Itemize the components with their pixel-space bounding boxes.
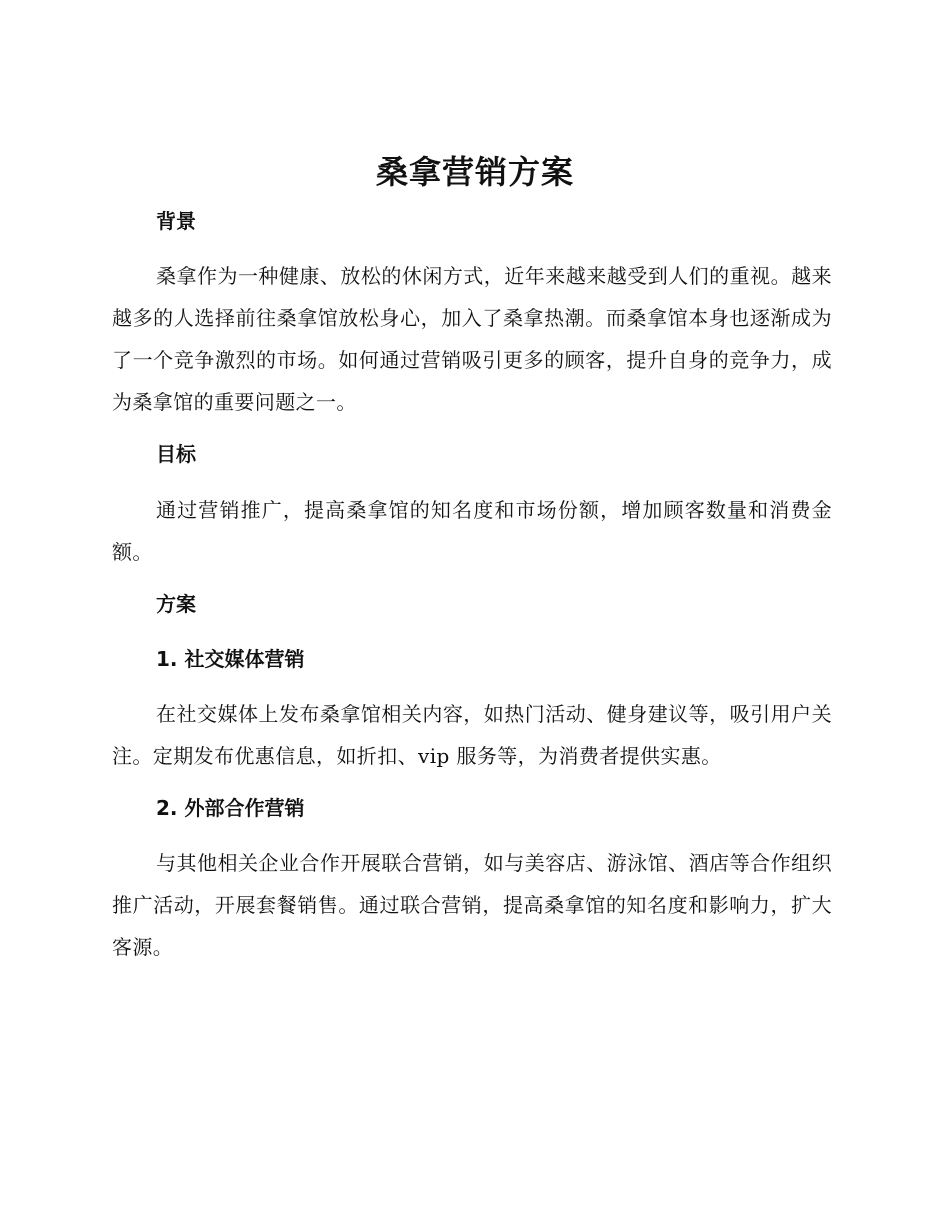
- plan-item-heading: 1. 社交媒体营销: [156, 647, 305, 671]
- document-body: [112, 200, 832, 968]
- section-heading-background: 背景: [156, 209, 196, 233]
- plan-item-paragraph: 在社交媒体上发布桑拿馆相关内容，如热门活动、健身建议等，吸引用户关注。定期发布优惠信息，如折扣、vip 服务等，为消费者提供实惠。: [112, 702, 832, 768]
- section-heading-goal: 目标: [156, 442, 196, 466]
- plan-item-external-cooperation: [112, 787, 832, 968]
- section-goal: [112, 433, 832, 573]
- section-background: [112, 200, 832, 423]
- section-plan: [112, 583, 832, 968]
- plan-item-social-media: [112, 638, 832, 777]
- section-heading-plan: 方案: [156, 592, 196, 616]
- plan-item-paragraph: 与其他相关企业合作开展联合营销，如与美容店、游泳馆、酒店等合作组织推广活动，开展套餐销售。通过联合营销，提高桑拿馆的知名度和影响力，扩大客源。: [112, 851, 832, 959]
- paragraph-goal: 通过营销推广，提高桑拿馆的知名度和市场份额，增加顾客数量和消费金额。: [112, 498, 832, 564]
- document-title: 桑拿营销方案: [375, 153, 574, 191]
- paragraph-background: 桑拿作为一种健康、放松的休闲方式，近年来越来越受到人们的重视。越来越多的人选择前往桑拿馆放松身心，加入了桑拿热潮。而桑拿馆本身也逐渐成为了一个竞争激烈的市场。如何通过营销吸引更多的顾客，提升自身的竞争力，成为桑拿馆的重要问题之一。: [112, 264, 832, 414]
- plan-item-heading: 2. 外部合作营销: [156, 796, 305, 820]
